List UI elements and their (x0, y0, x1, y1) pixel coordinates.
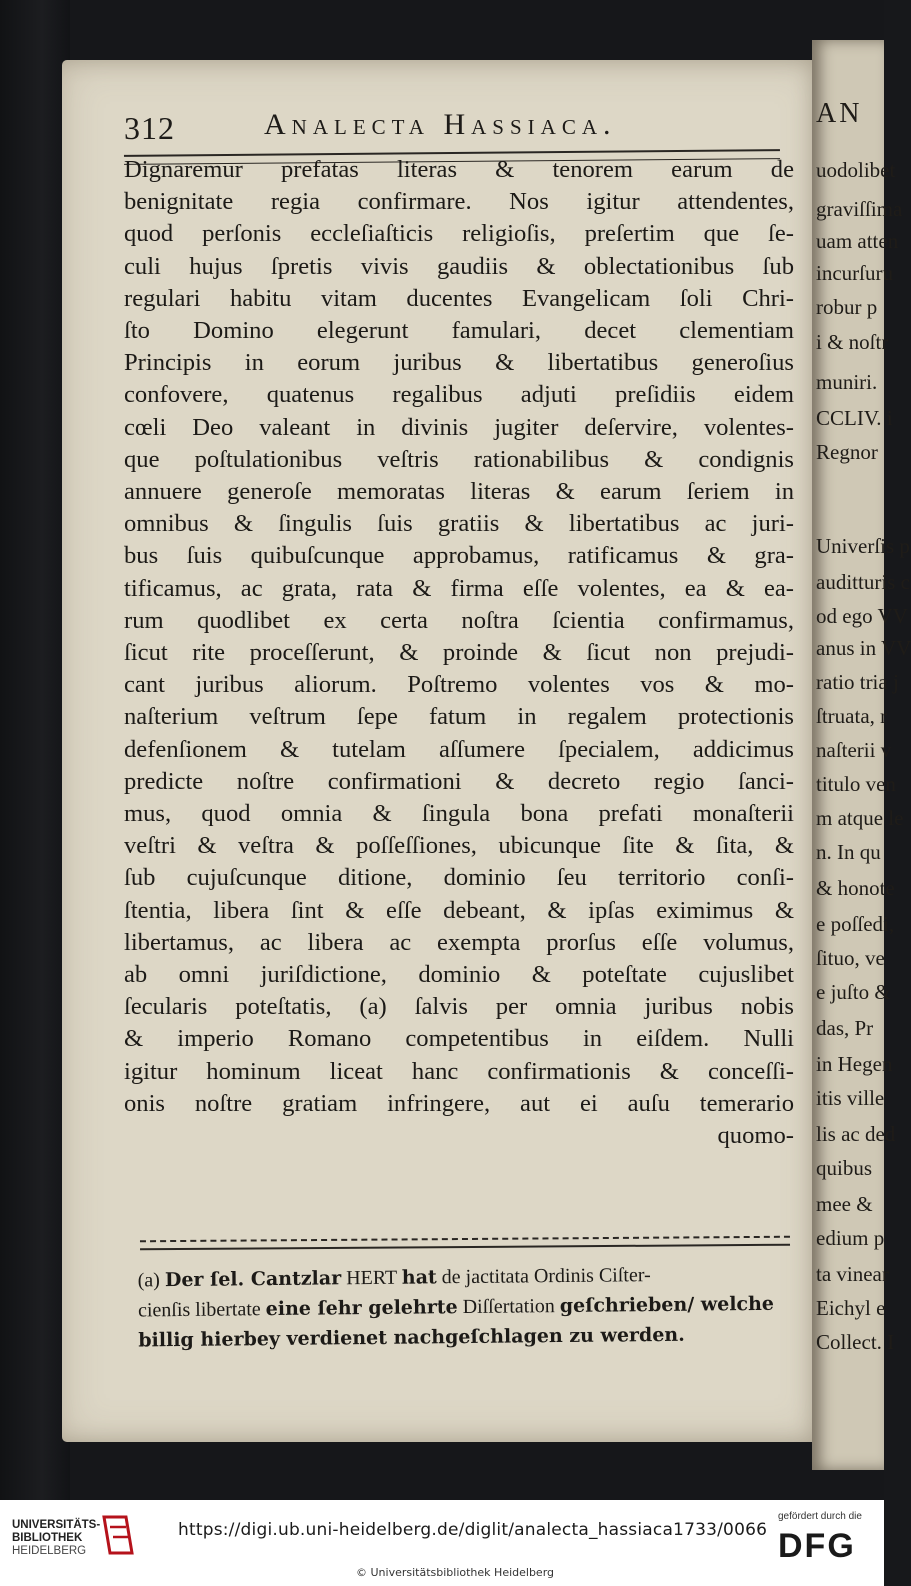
body-text-line: ab omni juriſdictione, dominio & poteſtate cujuslibet (124, 961, 794, 989)
running-title: Analecta Hassiaca. (264, 108, 617, 141)
body-text-line: onis noſtre gratiam infringere, aut ei auſu temerario (124, 1089, 794, 1117)
adjacent-page-text-fragment: itis ville (816, 1086, 885, 1110)
adjacent-page-text-fragment: lis ac ded (816, 1122, 896, 1146)
adjacent-page-text-fragment: e juſto & (816, 980, 891, 1004)
body-text-line: ſto Domino elegerunt famulari, decet clementiam (124, 317, 794, 345)
university-library-logo[interactable] (12, 1513, 182, 1563)
adjacent-page-text-fragment: od ego VV (816, 604, 908, 628)
adjacent-page-text-fragment: mee & (816, 1192, 873, 1216)
body-text-line: mus, quod omnia & ſingula bona prefati monaſterii (124, 800, 794, 828)
body-text-line: cant juribus aliorum. Poſtremo volentes vos & mo- (124, 671, 794, 699)
footnote-fraktur-text: eine ſehr gelehrte (265, 1296, 458, 1321)
adjacent-page-text-fragment: e poſſedi, (816, 912, 895, 936)
body-text-line: Principis in eorum juribus & libertatibus generoſius (124, 349, 794, 377)
footnote-marker: (a) (137, 1269, 161, 1292)
body-text-line: culi hujus ſpretis vivis gaudiis & oblectationibus ſub (124, 252, 794, 280)
adjacent-page-text-fragment: & honote (816, 876, 895, 900)
adjacent-page-text-fragment: anus in VV (816, 636, 911, 660)
body-text-line: annuere generoſe memoratas literas & earum ſeriem in (124, 478, 794, 506)
page-header (124, 108, 804, 148)
page-number: 312 (124, 110, 175, 146)
body-text (124, 154, 794, 1152)
body-text-line: quomo- (717, 1122, 794, 1150)
adjacent-page-text-fragment: robur p (816, 295, 878, 319)
funding-block[interactable] (778, 1511, 878, 1571)
body-text-line: omnibus & ſingulis ſuis gratiis & libertatibus ac juri- (124, 510, 794, 538)
footnote-line-3: billig hierbey verdienet nachgeſchlagen zu werden. (138, 1323, 685, 1352)
body-text-line: veſtri & veſtra & poſſeſſiones, ubicunque ſite & ſita, & (124, 832, 794, 860)
body-text-line: naſterium veſtrum ſepe fatum in regalem protectionis (124, 703, 794, 731)
body-text-line: ſtentia, libera ſint & eſſe debeant, & ipſas eximimus & (124, 896, 794, 924)
body-text-line: igitur hominum liceat hanc confirmationis & conceſſi- (124, 1057, 794, 1085)
adjacent-page-text-fragment: ta vinear (816, 1262, 889, 1286)
adjacent-page-text-fragment: i & noſtr (816, 330, 889, 354)
institution-name-line-2: BIBLIOTHEK (12, 1532, 83, 1544)
body-text-line: rum quodlibet ex certa noſtra ſcientia confirmamus, (124, 606, 794, 634)
adjacent-page-text-fragment: muniri. (816, 370, 878, 394)
body-text-line: ſub cujuſcunque ditione, dominio ſeu territorio conſi- (124, 864, 794, 892)
adjacent-page-text-fragment: Regnor (816, 440, 878, 464)
body-text-line: regulari habitu vitam ducentes Evangelicam ſoli Chri- (124, 284, 794, 312)
footnote (138, 1259, 799, 1356)
permalink-url[interactable]: https://digi.ub.uni-heidelberg.de/diglit/analecta_hassiaca1733/0066 (178, 1520, 768, 1540)
footnote-fraktur-text: geſchrieben/ welche (559, 1292, 775, 1318)
adjacent-page-text-fragment: auditturis c (816, 570, 910, 594)
body-text-line: Dignaremur prefatas literas & tenorem earum de (124, 156, 794, 183)
footnote-latin-text: cienſis libertate (137, 1298, 261, 1322)
institution-name-line-3: HEIDELBERG (12, 1545, 87, 1557)
body-text-line: predicte noſtre confirmationi & decreto regio ſanci- (124, 767, 794, 795)
adjacent-page-text-fragment: n. In qu (816, 840, 881, 864)
footnote-fraktur-text: hat (401, 1266, 437, 1289)
footnote-fraktur-text: Der ſel. Cantzlar (164, 1267, 342, 1292)
dfg-logo: DFG (778, 1527, 856, 1565)
book-spine-shadow (0, 0, 70, 1500)
body-text-line: defenſionem & tutelam aſſumere ſpecialem, addicimus (124, 735, 794, 763)
adjacent-page-text-fragment: edium p (816, 1226, 885, 1250)
funding-caption: gefördert durch die (778, 1511, 862, 1522)
body-text-line: bus ſuis quibuſcunque approbamus, ratificamus & gra- (124, 542, 794, 570)
adjacent-page-text-fragment: das, Pr (816, 1016, 874, 1040)
adjacent-page-text-fragment: CCLIV. i (816, 406, 893, 430)
adjacent-page-text-fragment: Collect. I (816, 1330, 895, 1354)
footnote-latin-text: Diſſertation (462, 1295, 555, 1319)
body-text-line: ſicut rite proceſſerunt, & proinde & ſicut non prejudi- (124, 639, 794, 667)
body-text-line: confovere, quatenus regalibus adjuti preſidiis eidem (124, 381, 794, 409)
adjacent-page-text-fragment: quibus (816, 1156, 873, 1180)
adjacent-page-text-fragment: uodolibet (816, 158, 896, 182)
adjacent-page-text-fragment: uam atten (816, 229, 899, 253)
adjacent-page-text-fragment: ratio tria j (816, 670, 899, 694)
body-text-line: benignitate regia confirmare. Nos igitur attendentes, (124, 188, 794, 216)
body-text-line: ſecularis poteſtatis, (a) ſalvis per omnia juribus nobis (124, 993, 794, 1021)
adjacent-page-text-fragment: ſituo, ve (816, 946, 885, 970)
body-text-line: que poſtulationibus veſtris rationabilibus & condignis (124, 445, 794, 473)
copyright-notice: © Universitätsbibliothek Heidelberg (356, 1566, 555, 1579)
footnote-latin-text: de jactitata Ordinis Ciſter- (441, 1264, 651, 1289)
adjacent-page-text-fragment: in Hegen (816, 1052, 893, 1076)
adjacent-page-text-fragment: incurſuru (816, 261, 893, 285)
institution-name-line-1: UNIVERSITÄTS- (12, 1519, 101, 1531)
adjacent-page-text-fragment: m atque le (816, 806, 904, 830)
adjacent-page-text-fragment: naſterii v (816, 738, 892, 762)
adjacent-page-text-fragment: ſtruata, r (816, 704, 888, 728)
adjacent-page-text-fragment: graviſſima (816, 197, 903, 221)
adjacent-page-edge (812, 40, 911, 1470)
body-text-line: tificamus, ac grata, rata & firma eſſe volentes, ea & ea- (124, 574, 794, 602)
footnote-author-name: HERT (346, 1266, 397, 1290)
adjacent-page-header: AN (816, 98, 863, 129)
adjacent-page-text-fragment: Univerſis p (816, 534, 910, 558)
body-text-line: cœli Deo valeant in divinis jugiter deſervire, volentes- (124, 413, 794, 441)
body-text-line: & imperio Romano competentibus in eiſdem. Nulli (124, 1025, 794, 1053)
body-text-line: quod perſonis eccleſiaſticis religioſis, preſertim que ſe- (124, 220, 794, 248)
library-logo-icon (100, 1513, 136, 1557)
body-text-line: libertamus, ac libera ac exempta prorſus eſſe volumus, (124, 928, 794, 956)
adjacent-page-text-fragment: titulo ven (816, 772, 896, 796)
adjacent-page-text-fragment: Eichyl e (816, 1296, 886, 1320)
